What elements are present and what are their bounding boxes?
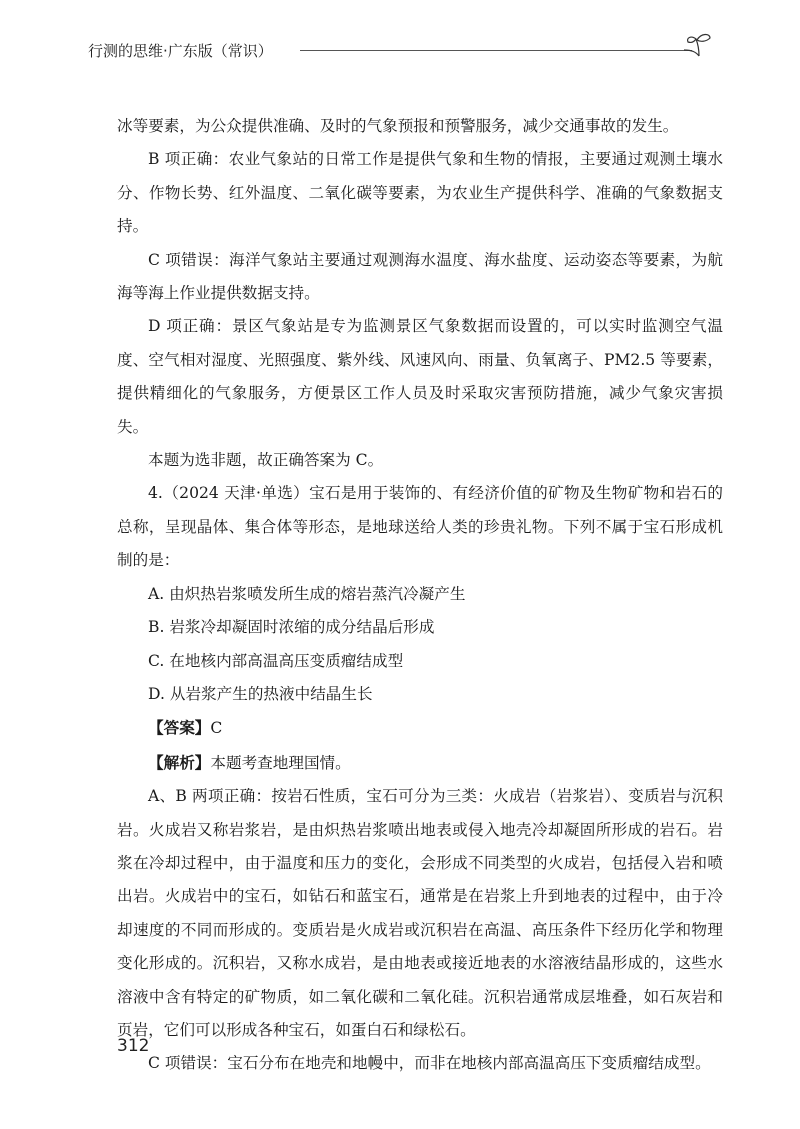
choice-d: D. 从岩浆产生的热液中结晶生长 — [148, 684, 373, 703]
answer-label: 【答案】 — [148, 718, 211, 738]
paragraph-analysis-ab: A、B 两项正确：按岩石性质，宝石可分为三类：火成岩（岩浆岩）、变质岩与沉积岩。火成岩又称岩浆岩，是由炽热岩浆喷出地表或侵入地壳冷却凝固所形成的岩石。岩浆在冷却过程中，由于温度和压力的变化，会形成不同类型的火成岩，包括侵入岩和喷出岩。火成岩中的宝石，如钻石和蓝宝石，通常是在岩浆上升到地表的过程中，由于冷却速度的不同而形成的。变质岩是火成岩或沉积岩在高温、高压条件下经历化学和物理变化形成的。沉积岩，又称水成岩，是由地表或接近地表的水溶液结晶形成的，这些水溶液中含有特定的矿物质，如二氧化碳和二氧化硅。沉积岩通常成层堆叠，如石灰岩和页岩，它们可以形成各种宝石，如蛋白石和绿松石。 — [117, 787, 723, 1039]
answer-line — [117, 711, 723, 745]
question-4: 4.（2024 天津·单选）宝石是用于装饰的、有经济价值的矿物及生物矿物和岩石的总称，呈现晶体、集合体等形态，是地球送给人类的珍贵礼物。下列不属于宝石形成机制的是： — [117, 484, 723, 570]
page-number: 312 — [117, 1036, 150, 1056]
paragraph-option-d: D 项正确：景区气象站是专为监测景区气象数据而设置的，可以实时监测空气温度、空气相对湿度、光照强度、紫外线、风速风向、雨量、负氧离子、PM2.5 等要素，提供精细化的气象服务，方便景区工作人员及时采取灾害预防措施，减少气象灾害损失。 — [117, 317, 723, 436]
running-header — [88, 30, 713, 70]
choice-a: A. 由炽热岩浆喷发所生成的熔岩蒸汽冷凝产生 — [148, 584, 466, 603]
page-body — [117, 110, 723, 1081]
header-title: 行测的思维·广东版（常识） — [88, 42, 273, 60]
paragraph-option-c: C 项错误：海洋气象站主要通过观测海水温度、海水盐度、运动姿态等要素，为航海等海上作业提供数据支持。 — [117, 250, 723, 303]
paragraph-analysis-c: C 项错误：宝石分布在地壳和地幔中，而非在地核内部高温高压下变质瘤结成型。 — [148, 1054, 711, 1073]
analysis-label: 【解析】 — [148, 752, 211, 772]
analysis-text: 本题考查地理国情。 — [210, 753, 351, 772]
analysis-line — [117, 746, 723, 780]
sprout-icon — [682, 30, 716, 60]
answer-value: C — [210, 719, 223, 738]
paragraph-option-b: B 项正确：农业气象站的日常工作是提供气象和生物的情报，主要通过观测土壤水分、作物长势、红外温度、二氧化碳等要素，为农业生产提供科学、准确的气象数据支持。 — [117, 150, 723, 236]
paragraph-continued: 冰等要素，为公众提供准确、及时的气象预报和预警服务，减少交通事故的发生。 — [117, 117, 679, 135]
choice-c: C. 在地核内部高温高压变质瘤结成型 — [148, 651, 404, 670]
paragraph-conclusion: 本题为选非题，故正确答案为 C。 — [148, 451, 384, 470]
header-rule — [300, 50, 692, 51]
choice-b: B. 岩浆冷却凝固时浓缩的成分结晶后形成 — [148, 618, 435, 637]
